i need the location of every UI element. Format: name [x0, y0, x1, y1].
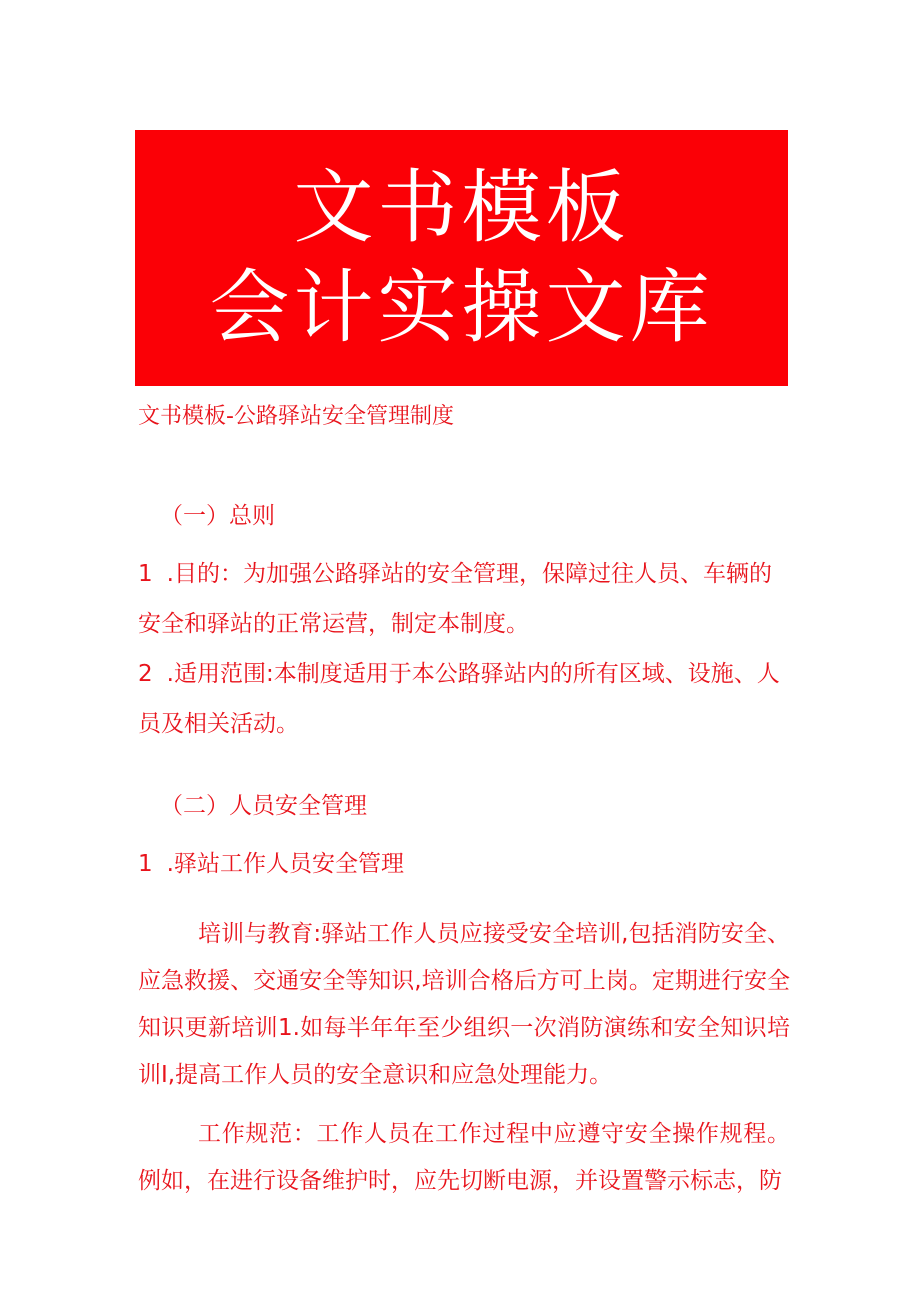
section-heading-general: （一）总则 [160, 503, 275, 529]
banner-title-line-2: 会计实操文库 [209, 261, 714, 354]
list-item-scope [138, 649, 790, 749]
list-item-number: 1 [138, 561, 153, 587]
list-item-purpose [138, 549, 790, 649]
title-banner [135, 130, 788, 386]
paragraph-training: 培训与教育:驿站工作人员应接受安全培训,包括消防安全、应急救援、交通安全等知识,培训合格后方可上岗。定期进行安全知识更新培训1.如每半年年至少组织一次消防演练和安全知识培训I,提高工作人员的安全意识和应急处理能力。 [138, 921, 790, 1088]
paragraph-work-rules: 工作规范：工作人员在工作过程中应遵守安全操作规程。例如，在进行设备维护时，应先切断电源，并设置警示标志，防 [138, 1121, 790, 1194]
list-item-text: .驿站工作人员安全管理 [166, 851, 404, 877]
list-item-number: 1 [138, 851, 153, 877]
section-heading-personnel-safety: （二）人员安全管理 [160, 793, 367, 819]
banner-title-line-1: 文书模板 [293, 161, 630, 254]
list-item-staff-safety [138, 839, 790, 889]
document-body [138, 493, 790, 1205]
document-title: 文书模板-公路驿站安全管理制度 [138, 404, 454, 429]
list-item-text: .目的：为加强公路驿站的安全管理，保障过往人员、车辆的安全和驿站的正常运营，制定本制度。 [138, 561, 772, 637]
list-item-number: 2 [138, 661, 153, 687]
list-item-text: .适用范围:本制度适用于本公路驿站内的所有区域、设施、人员及相关活动。 [138, 661, 780, 737]
